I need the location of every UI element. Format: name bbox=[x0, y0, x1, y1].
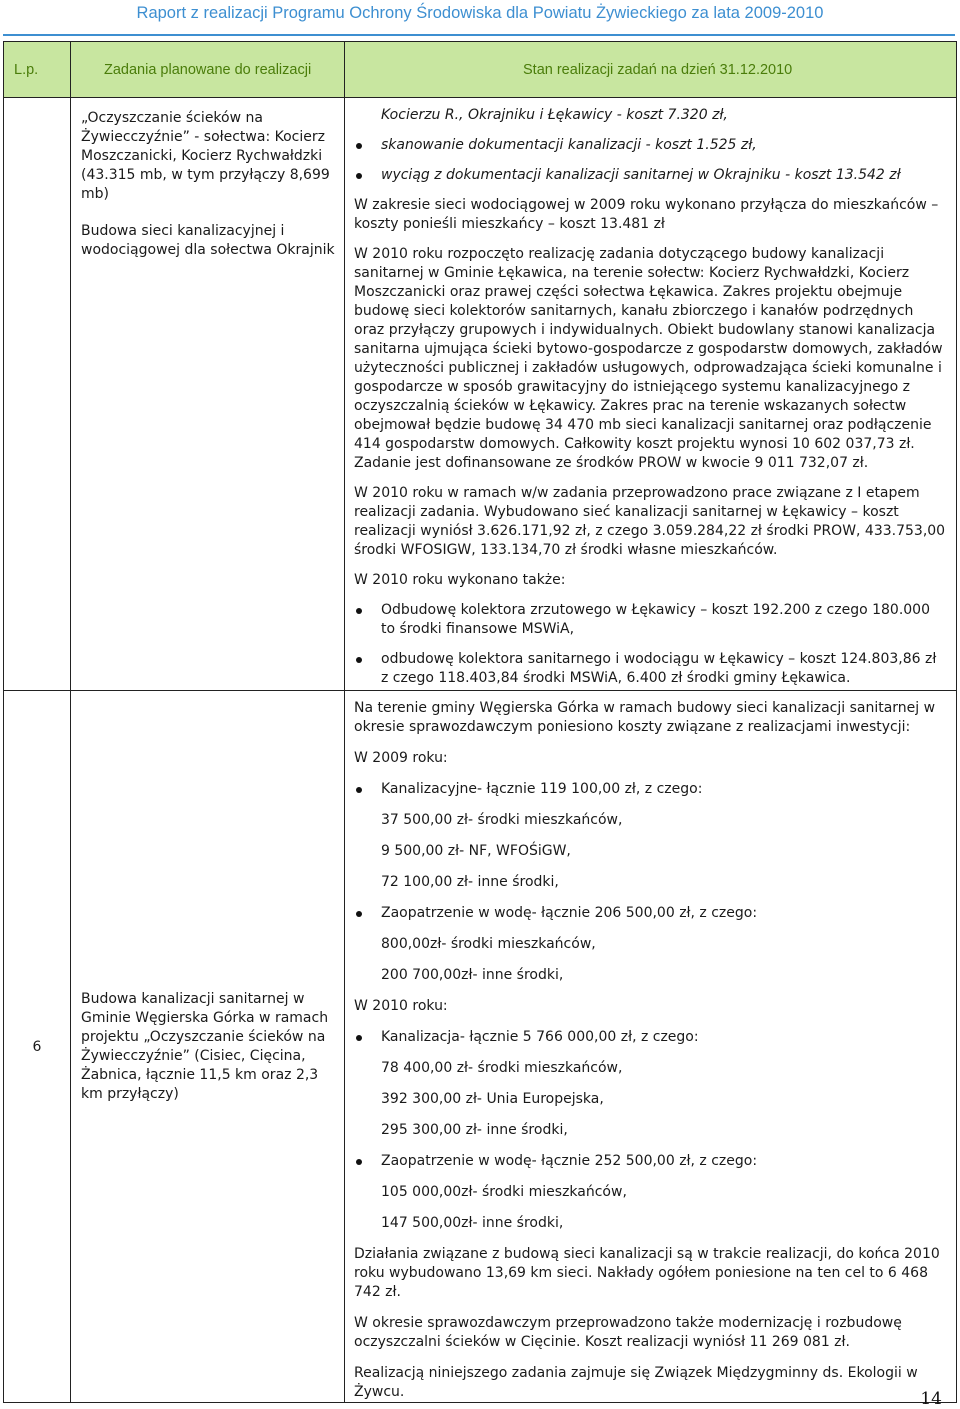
status-cell bbox=[345, 98, 957, 691]
status-line: 105 000,00zł- środki mieszkańców, bbox=[381, 1184, 627, 1200]
report-running-header: Raport z realizacji Programu Ochrony Środowiska dla Powiatu Żywieckiego za lata 2009-2010 bbox=[136, 4, 824, 22]
status-line: 72 100,00 zł- inne środki, bbox=[381, 874, 559, 890]
table-header-row bbox=[4, 42, 957, 98]
task-description: „Oczyszczanie ścieków na Żywiecczyźnie” - sołectwa: Kocierz Moszczanicki, Kocierz Rychwałdzki (43.315 mb, w tym przyłączy 8,699 mb) bbox=[81, 110, 330, 202]
status-line: Kocierzu R., Okrajniku i Łękawicy - koszt 7.320 zł, bbox=[381, 107, 728, 123]
page-number: 14 bbox=[920, 1389, 942, 1409]
status-cell bbox=[345, 691, 957, 1403]
task-description: Budowa kanalizacji sanitarnej w Gminie Węgierska Górka w ramach projektu „Oczyszczanie ścieków na Żywiecczyźnie” (Cisiec, Cięcina, Żabnica, łącznie 11,5 km oraz 2,3 km przyłączy) bbox=[81, 990, 329, 1102]
status-paragraph: W 2010 roku rozpoczęto realizację zadania dotyczącego budowy kanalizacji sanitarnej w Gminie Łękawica, na terenie sołectw: Kocierz Rychwałdzki, Kocierz Moszczanicki oraz prawej części sołectwa Łękawica. Zakres projektu obejmuje budowę sieci kolektorów sanitarnych, kanału zbiorczego i kanałów podrzędnych oraz przyłączy grupowych i indywidualnych. Obiekt budowlany stanowi kanalizacja sanitarna ujmująca ścieki bytowo-gospodarcze z gospodarstw domowych, zakładów użyteczności publicznej i zakładów usługowych, odprowadzająca ścieki komunalne i gospodarcze w sposób grawitacyjny do istniejącego systemu kanalizacyjnego z oczyszczalnią ścieków w Łękawicy. Zakres prac na terenie wskazanych sołectw obejmował będzie budowę 34 470 mb sieci kanalizacji sanitarnej oraz podłączenie 414 gospodarstw domowych. Całkowity koszt projektu wynosi 10 602 037,73 zł. Zadanie jest dofinansowane ze środków PROW w kwocie 9 011 732,07 zł. bbox=[354, 246, 943, 471]
status-paragraph: W zakresie sieci wodociągowej w 2009 roku wykonano przyłącza do mieszkańców – koszty ponieśli mieszkańcy – koszt 13.481 zł bbox=[354, 197, 939, 232]
report-table bbox=[3, 41, 957, 1403]
status-bullet: Zaopatrzenie w wodę- łącznie 252 500,00 zł, z czego: bbox=[354, 1152, 948, 1171]
status-bullet: Kanalizacyjne- łącznie 119 100,00 zł, z czego: bbox=[354, 780, 948, 799]
row-number bbox=[4, 98, 71, 691]
status-line: 78 400,00 zł- środki mieszkańców, bbox=[381, 1060, 623, 1076]
status-line: 392 300,00 zł- Unia Europejska, bbox=[381, 1091, 604, 1107]
status-line: 9 500,00 zł- NF, WFOŚiGW, bbox=[381, 843, 571, 859]
status-paragraph: Na terenie gminy Węgierska Górka w ramach budowy sieci kanalizacji sanitarnej w okresie sprawozdawczym poniesiono koszty związane z realizacjami inwestycji: bbox=[354, 700, 936, 735]
status-paragraph: Działania związane z budową sieci kanalizacji są w trakcie realizacji, do końca 2010 roku wybudowano 13,69 km sieci. Nakłady ogółem poniesione na ten cel to 6 468 742 zł. bbox=[354, 1246, 940, 1300]
status-paragraph: W 2010 roku w ramach w/w zadania przeprowadzono prace związane z I etapem realizacji zadania. Wybudowano sieć kanalizacji sanitarnej w Łękawicy – koszt realizacji wyniósł 3.626.171,92 zł, z czego 3.059.284,22 zł środki PROW, 433.753,00 środki WFOSIGW, 133.134,70 zł środki własne mieszkańców. bbox=[354, 485, 946, 558]
column-header-lp: L.p. bbox=[4, 42, 71, 98]
table-row bbox=[4, 691, 957, 1403]
task-description: Budowa sieci kanalizacyjnej i wodociągowej dla sołectwa Okrajnik bbox=[81, 223, 335, 258]
status-paragraph: Realizacją niniejszego zadania zajmuje się Związek Międzygminny ds. Ekologii w Żywcu. bbox=[354, 1365, 918, 1400]
status-bullet: wyciąg z dokumentacji kanalizacji sanitarnej w Okrajniku - koszt 13.542 zł bbox=[354, 166, 948, 185]
status-line: 200 700,00zł- inne środki, bbox=[381, 967, 564, 983]
status-line: 800,00zł- środki mieszkańców, bbox=[381, 936, 596, 952]
status-line: 147 500,00zł- inne środki, bbox=[381, 1215, 564, 1231]
status-bullet: Odbudowę kolektora zrzutowego w Łękawicy – koszt 192.200 z czego 180.000 to środki finansowe MSWiA, bbox=[354, 601, 948, 639]
task-cell bbox=[71, 98, 345, 691]
status-paragraph: W 2010 roku wykonano także: bbox=[354, 572, 566, 588]
status-line: W 2009 roku: bbox=[354, 750, 448, 766]
status-paragraph: W okresie sprawozdawczym przeprowadzono także modernizację i rozbudowę oczyszczalni ścieków w Cięcinie. Koszt realizacji wyniósł 11 269 081 zł. bbox=[354, 1315, 902, 1350]
status-bullet: odbudowę kolektora sanitarnego i wodociągu w Łękawicy – koszt 124.803,86 zł z czego 118.403,84 środki MSWiA, 6.400 zł środki gminy Łękawica. bbox=[354, 650, 948, 688]
row-number: 6 bbox=[4, 691, 71, 1403]
status-bullet: Kanalizacja- łącznie 5 766 000,00 zł, z czego: bbox=[354, 1028, 948, 1047]
table-row bbox=[4, 98, 957, 691]
column-header-task: Zadania planowane do realizacji bbox=[71, 42, 345, 98]
status-bullet: Zaopatrzenie w wodę- łącznie 206 500,00 zł, z czego: bbox=[354, 904, 948, 923]
status-line: 295 300,00 zł- inne środki, bbox=[381, 1122, 568, 1138]
task-cell bbox=[71, 691, 345, 1403]
status-line: 37 500,00 zł- środki mieszkańców, bbox=[381, 812, 623, 828]
status-line: W 2010 roku: bbox=[354, 998, 448, 1014]
status-bullet: skanowanie dokumentacji kanalizacji - koszt 1.525 zł, bbox=[354, 136, 948, 155]
header-rule bbox=[3, 34, 955, 36]
column-header-status: Stan realizacji zadań na dzień 31.12.2010 bbox=[345, 42, 957, 98]
